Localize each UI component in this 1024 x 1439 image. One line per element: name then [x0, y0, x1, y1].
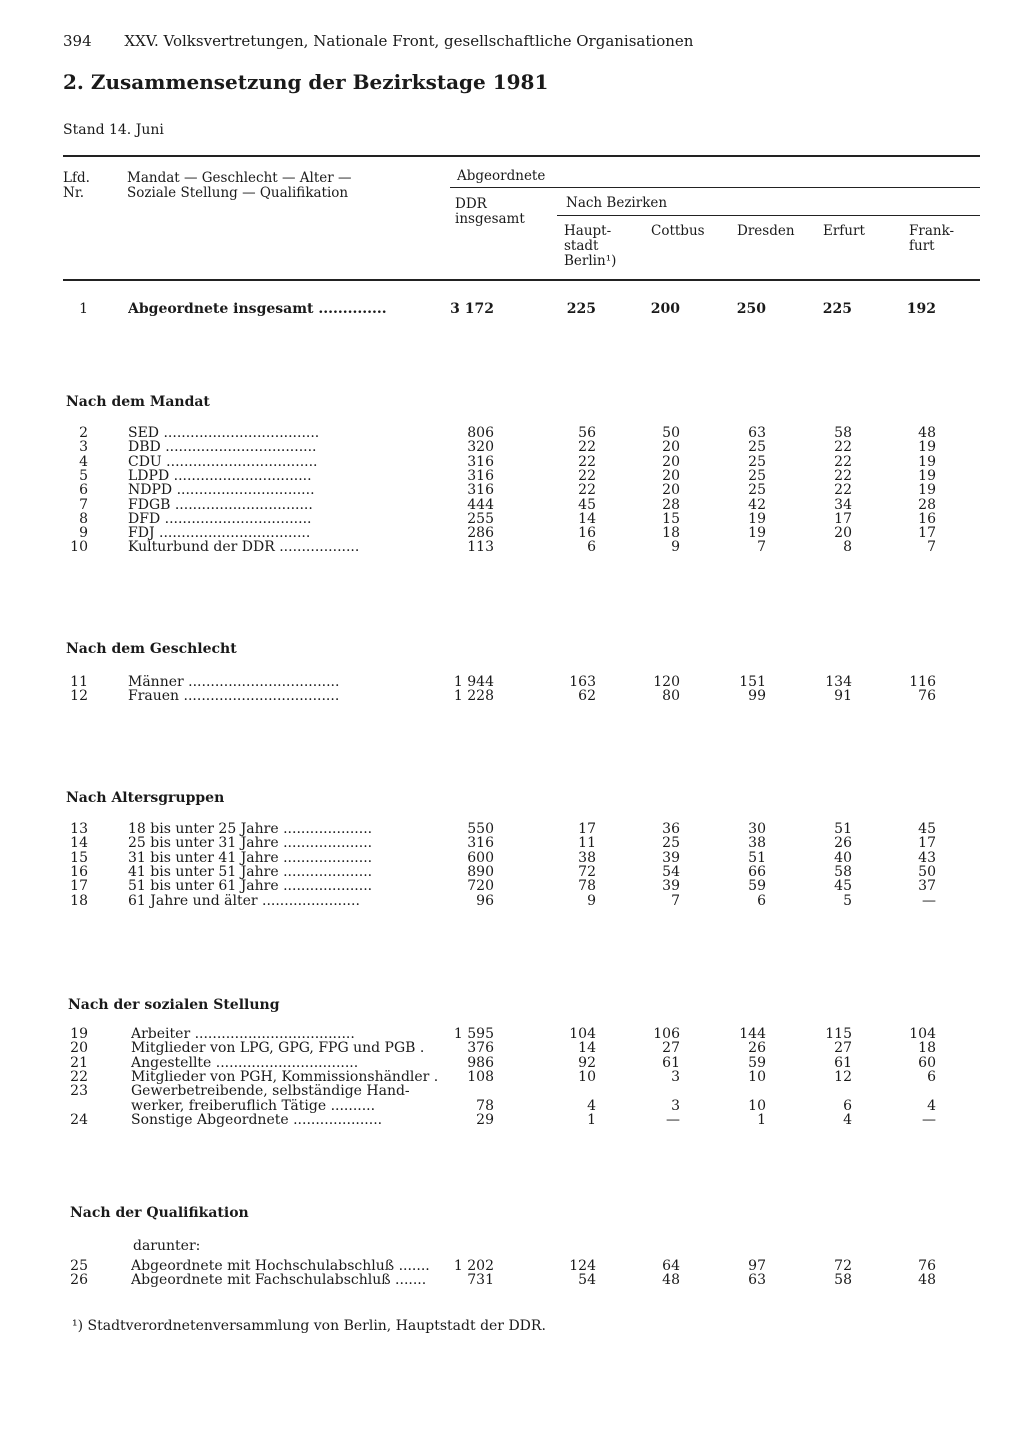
erfurt-value: 6 [843, 1097, 852, 1114]
row-label: Angestellte ................................ [131, 1055, 359, 1071]
stand-date: Stand 14. Juni [63, 122, 164, 138]
berlin-value: 9 [587, 892, 596, 909]
frankfurt-heading-line2: furt [909, 238, 935, 254]
frankfurt-value: — [922, 1111, 936, 1128]
dresden-value: 1 [757, 1111, 766, 1128]
berlin-value: 163 [569, 674, 596, 690]
row-number: 9 [79, 525, 88, 542]
berlin-value: 38 [578, 849, 596, 866]
erfurt-value: 40 [834, 849, 852, 866]
table-row [0, 865, 1024, 880]
row-number: 13 [70, 821, 88, 837]
frankfurt-value: 50 [918, 863, 936, 880]
frankfurt-value: 60 [918, 1054, 936, 1071]
ddr-value: 286 [467, 525, 494, 542]
row-label: werker, freiberuflich Tätige .......... [131, 1098, 376, 1114]
ddr-heading-line1: DDR [455, 196, 487, 212]
section-title-qualifikation: Nach der Qualifikation [70, 1205, 249, 1221]
cottbus-value: 48 [662, 1272, 680, 1289]
erfurt-value: 134 [825, 674, 852, 690]
berlin-value: 22 [578, 482, 596, 499]
row-label: Abgeordnete mit Hochschulabschluß ....... [131, 1259, 430, 1274]
frankfurt-value: 76 [918, 1258, 936, 1274]
dresden-value: 63 [748, 1272, 766, 1289]
cottbus-value: 36 [662, 821, 680, 837]
berlin-value: 6 [587, 539, 596, 556]
table-row [0, 540, 1024, 555]
section-title-geschlecht: Nach dem Geschlecht [66, 641, 237, 657]
dresden-value: 51 [748, 849, 766, 866]
row-number: 15 [70, 849, 88, 866]
erfurt-value: 17 [834, 510, 852, 527]
erfurt-value: 34 [834, 496, 852, 513]
frankfurt-value: 7 [927, 539, 936, 556]
row-number: 10 [70, 539, 88, 556]
berlin-value: 10 [578, 1068, 596, 1085]
berlin-value: 56 [578, 425, 596, 441]
berlin-value: 104 [569, 1026, 596, 1042]
cottbus-value: 39 [662, 878, 680, 895]
dresden-value: 30 [748, 821, 766, 837]
dresden-value: 97 [748, 1258, 766, 1274]
dresden-value: 19 [748, 525, 766, 542]
ddr-value: 113 [467, 539, 494, 556]
cottbus-value: 54 [662, 863, 680, 880]
bezirk-heading-erfurt: Erfurt [823, 223, 865, 239]
ddr-value: 3 172 [450, 301, 494, 317]
row-label: LDPD ............................... [128, 468, 312, 484]
dresden-value: 99 [748, 688, 766, 705]
section-title-soziale-stellung: Nach der sozialen Stellung [68, 997, 280, 1013]
row-label: SED ................................... [128, 426, 320, 441]
row-label: DBD .................................. [128, 440, 317, 456]
bezirk-heading-cottbus: Cottbus [651, 223, 705, 239]
erfurt-value: 22 [834, 453, 852, 470]
table-row [0, 1041, 1024, 1056]
row-number: 25 [70, 1258, 88, 1274]
table-row [0, 426, 1024, 441]
berlin-value: 54 [578, 1272, 596, 1289]
cottbus-value: 106 [653, 1026, 680, 1042]
row-number: 17 [70, 878, 88, 895]
cottbus-value: 28 [662, 496, 680, 513]
cottbus-value: 27 [662, 1040, 680, 1057]
merkmal-heading-line1: Mandat — Geschlecht — Alter — [127, 170, 352, 186]
ddr-value: 890 [467, 863, 494, 880]
frankfurt-value: 28 [918, 496, 936, 513]
dresden-value: 25 [748, 482, 766, 499]
erfurt-value: 26 [834, 835, 852, 852]
row-number: 8 [79, 510, 88, 527]
ddr-value: 108 [467, 1068, 494, 1085]
erfurt-value: 58 [834, 863, 852, 880]
frankfurt-value: 19 [918, 467, 936, 484]
dresden-value: 25 [748, 453, 766, 470]
row-label: Abgeordnete insgesamt .............. [128, 302, 387, 317]
row-number: 21 [70, 1054, 88, 1071]
row-number: 16 [70, 863, 88, 880]
dresden-value: 151 [739, 674, 766, 690]
row-label: FDJ .................................. [128, 526, 311, 542]
berlin-value: 62 [578, 688, 596, 705]
dresden-value: 250 [736, 301, 766, 317]
cottbus-value: 9 [671, 539, 680, 556]
ddr-value: 320 [467, 439, 494, 456]
erfurt-value: 22 [834, 439, 852, 456]
row-label: Männer .................................. [128, 675, 340, 690]
erfurt-value: 12 [834, 1068, 852, 1085]
dresden-value: 25 [748, 439, 766, 456]
dresden-value: 25 [748, 467, 766, 484]
bezirk-heading-dresden: Dresden [737, 223, 795, 239]
ddr-value: 550 [467, 821, 494, 837]
row-label: Mitglieder von LPG, GPG, FPG und PGB . [131, 1041, 425, 1057]
table-row [0, 851, 1024, 866]
erfurt-value: 72 [834, 1258, 852, 1274]
row-label: Sonstige Abgeordnete .................... [131, 1112, 383, 1128]
erfurt-value: 51 [834, 821, 852, 837]
dresden-value: 42 [748, 496, 766, 513]
table-row [0, 1056, 1024, 1071]
table-row [0, 1099, 1024, 1114]
table-row [0, 822, 1024, 837]
ddr-value: 600 [467, 849, 494, 866]
table-row [0, 483, 1024, 498]
berlin-heading-line1: Haupt- [564, 223, 612, 239]
ddr-heading-line2: insgesamt [455, 211, 525, 227]
table-top-rule [63, 155, 980, 157]
erfurt-value: 115 [825, 1026, 852, 1042]
footnote: ¹) Stadtverordnetenversammlung von Berlin, Hauptstadt der DDR. [72, 1318, 546, 1334]
cottbus-value: 200 [650, 301, 680, 317]
erfurt-value: 20 [834, 525, 852, 542]
row-label: Kulturbund der DDR .................. [128, 540, 360, 556]
row-number: 3 [79, 439, 88, 456]
frankfurt-value: 4 [927, 1097, 936, 1114]
ddr-value: 316 [467, 467, 494, 484]
dresden-value: 59 [748, 878, 766, 895]
section-title-mandat: Nach dem Mandat [66, 394, 210, 410]
table-row [0, 675, 1024, 690]
berlin-value: 124 [569, 1258, 596, 1274]
table-row [0, 469, 1024, 484]
row-label: NDPD ............................... [128, 483, 315, 499]
cottbus-value: 20 [662, 482, 680, 499]
row-number: 22 [70, 1068, 88, 1085]
dresden-value: 26 [748, 1040, 766, 1057]
ddr-value: 1 944 [453, 674, 494, 690]
frankfurt-value: 76 [918, 688, 936, 705]
cottbus-value: 25 [662, 835, 680, 852]
ddr-value: 1 595 [453, 1026, 494, 1042]
running-title: XXV. Volksvertretungen, Nationale Front, gesellschaftliche Organisationen [124, 32, 694, 50]
row-label: 31 bis unter 41 Jahre .................... [128, 850, 373, 866]
berlin-value: 17 [578, 821, 596, 837]
frankfurt-value: 192 [906, 301, 936, 317]
table-row [0, 440, 1024, 455]
cottbus-value: 64 [662, 1258, 680, 1274]
frankfurt-value: 17 [918, 525, 936, 542]
dresden-value: 10 [748, 1097, 766, 1114]
cottbus-value: 120 [653, 674, 680, 690]
cottbus-value: 39 [662, 849, 680, 866]
frankfurt-value: 48 [918, 1272, 936, 1289]
row-number: 7 [79, 496, 88, 513]
erfurt-value: 27 [834, 1040, 852, 1057]
row-label: Gewerbetreibende, selbständige Hand- [131, 1084, 410, 1100]
abgeordnete-heading: Abgeordnete [457, 168, 546, 184]
dresden-value: 6 [757, 892, 766, 909]
row-label: Abgeordnete mit Fachschulabschluß ....... [131, 1273, 427, 1289]
bezirke-rule [557, 215, 980, 216]
erfurt-value: 22 [834, 482, 852, 499]
frankfurt-value: 37 [918, 878, 936, 895]
cottbus-value: 61 [662, 1054, 680, 1071]
table-row [0, 894, 1024, 909]
ddr-value: 316 [467, 482, 494, 499]
dresden-value: 63 [748, 425, 766, 441]
table-row [0, 879, 1024, 894]
ddr-insgesamt-heading [455, 197, 525, 227]
berlin-value: 22 [578, 439, 596, 456]
ddr-value: 29 [476, 1111, 494, 1128]
ddr-value: 1 228 [453, 688, 494, 705]
ddr-value: 255 [467, 510, 494, 527]
row-number: 23 [70, 1083, 88, 1100]
table-row [0, 1273, 1024, 1288]
berlin-value: 78 [578, 878, 596, 895]
table-row [0, 526, 1024, 541]
cottbus-value: 80 [662, 688, 680, 705]
section-title-alter: Nach Altersgruppen [66, 790, 225, 806]
row-number: 26 [70, 1272, 88, 1289]
table-row [0, 498, 1024, 513]
cottbus-value: 20 [662, 453, 680, 470]
cottbus-value: 20 [662, 467, 680, 484]
ddr-value: 986 [467, 1054, 494, 1071]
berlin-value: 72 [578, 863, 596, 880]
cottbus-value: 15 [662, 510, 680, 527]
berlin-value: 225 [566, 301, 596, 317]
dresden-value: 59 [748, 1054, 766, 1071]
cottbus-value: — [666, 1111, 680, 1128]
berlin-value: 1 [587, 1111, 596, 1128]
berlin-heading-line3: Berlin¹) [564, 253, 617, 269]
berlin-value: 22 [578, 467, 596, 484]
page-title: 2. Zusammensetzung der Bezirkstage 1981 [63, 70, 549, 94]
frankfurt-value: 18 [918, 1040, 936, 1057]
ddr-value: 731 [467, 1272, 494, 1289]
lfd-heading-line1: Lfd. [63, 170, 90, 186]
row-label: Arbeiter .................................... [131, 1027, 355, 1042]
cottbus-value: 18 [662, 525, 680, 542]
dresden-value: 38 [748, 835, 766, 852]
row-number: 18 [70, 892, 88, 909]
row-label: CDU .................................. [128, 454, 318, 470]
frankfurt-value: 116 [909, 674, 936, 690]
merkmal-heading [127, 171, 352, 201]
erfurt-value: 4 [843, 1111, 852, 1128]
ddr-value: 96 [476, 892, 494, 909]
cottbus-value: 3 [671, 1068, 680, 1085]
erfurt-value: 91 [834, 688, 852, 705]
erfurt-value: 58 [834, 1272, 852, 1289]
table-head-bottom-rule [63, 279, 980, 281]
cottbus-value: 50 [662, 425, 680, 441]
dresden-value: 144 [739, 1026, 766, 1042]
page-number: 394 [63, 32, 92, 50]
erfurt-value: 61 [834, 1054, 852, 1071]
frankfurt-heading-line1: Frank- [909, 223, 955, 239]
frankfurt-value: 45 [918, 821, 936, 837]
row-number: 20 [70, 1040, 88, 1057]
frankfurt-value: 43 [918, 849, 936, 866]
row-label: 61 Jahre und älter ...................... [128, 893, 360, 909]
row-label: 51 bis unter 61 Jahre .................... [128, 879, 373, 895]
dresden-value: 10 [748, 1068, 766, 1085]
abgeordnete-rule [450, 187, 980, 188]
ddr-value: 376 [467, 1040, 494, 1057]
erfurt-value: 22 [834, 467, 852, 484]
row-number: 11 [70, 674, 88, 690]
section-subtitle-darunter: darunter: [133, 1238, 201, 1254]
frankfurt-value: 16 [918, 510, 936, 527]
lfd-nr-heading [63, 171, 90, 201]
row-number: 1 [79, 301, 88, 317]
berlin-value: 14 [578, 510, 596, 527]
table-row [0, 1027, 1024, 1042]
berlin-value: 16 [578, 525, 596, 542]
row-number: 19 [70, 1026, 88, 1042]
berlin-value: 4 [587, 1097, 596, 1114]
table-row [0, 302, 1024, 317]
bezirk-heading-berlin [564, 224, 616, 269]
frankfurt-value: 19 [918, 439, 936, 456]
cottbus-value: 7 [671, 892, 680, 909]
table-row [0, 1084, 1024, 1099]
cottbus-value: 20 [662, 439, 680, 456]
row-label: FDGB ............................... [128, 497, 313, 513]
row-label: Mitglieder von PGH, Kommissionshändler . [131, 1069, 439, 1085]
erfurt-value: 8 [843, 539, 852, 556]
table-row [0, 836, 1024, 851]
row-label: 18 bis unter 25 Jahre .................... [128, 822, 373, 837]
dresden-value: 66 [748, 863, 766, 880]
frankfurt-value: 19 [918, 482, 936, 499]
berlin-value: 45 [578, 496, 596, 513]
table-row [0, 455, 1024, 470]
ddr-value: 1 202 [453, 1258, 494, 1274]
ddr-value: 316 [467, 835, 494, 852]
frankfurt-value: — [922, 892, 936, 909]
frankfurt-value: 19 [918, 453, 936, 470]
berlin-value: 11 [578, 835, 596, 852]
ddr-value: 720 [467, 878, 494, 895]
ddr-value: 78 [476, 1097, 494, 1114]
erfurt-value: 58 [834, 425, 852, 441]
row-label: 25 bis unter 31 Jahre .................... [128, 836, 373, 852]
berlin-value: 92 [578, 1054, 596, 1071]
dresden-value: 7 [757, 539, 766, 556]
row-number: 24 [70, 1111, 88, 1128]
row-number: 5 [79, 467, 88, 484]
frankfurt-value: 48 [918, 425, 936, 441]
row-number: 12 [70, 688, 88, 705]
frankfurt-value: 17 [918, 835, 936, 852]
table-row [0, 1259, 1024, 1274]
frankfurt-value: 6 [927, 1068, 936, 1085]
row-number: 4 [79, 453, 88, 470]
erfurt-value: 5 [843, 892, 852, 909]
row-number: 6 [79, 482, 88, 499]
running-header [63, 32, 693, 50]
ddr-value: 444 [467, 496, 494, 513]
merkmal-heading-line2: Soziale Stellung — Qualifikation [127, 185, 349, 201]
row-label: DFD ................................. [128, 511, 312, 527]
row-number: 14 [70, 835, 88, 852]
table-row [0, 1113, 1024, 1128]
ddr-value: 806 [467, 425, 494, 441]
nach-bezirken-heading: Nach Bezirken [566, 195, 668, 211]
row-label: 41 bis unter 51 Jahre .................... [128, 864, 373, 880]
row-number: 2 [79, 425, 88, 441]
bezirk-heading-frankfurt [909, 224, 954, 254]
table-row [0, 512, 1024, 527]
berlin-value: 14 [578, 1040, 596, 1057]
erfurt-value: 225 [822, 301, 852, 317]
erfurt-value: 45 [834, 878, 852, 895]
frankfurt-value: 104 [909, 1026, 936, 1042]
row-label: Frauen ................................... [128, 689, 340, 705]
ddr-value: 316 [467, 453, 494, 470]
berlin-heading-line2: stadt [564, 238, 599, 254]
berlin-value: 22 [578, 453, 596, 470]
table-row [0, 689, 1024, 704]
dresden-value: 19 [748, 510, 766, 527]
lfd-heading-line2: Nr. [63, 185, 85, 201]
table-row [0, 1070, 1024, 1085]
cottbus-value: 3 [671, 1097, 680, 1114]
